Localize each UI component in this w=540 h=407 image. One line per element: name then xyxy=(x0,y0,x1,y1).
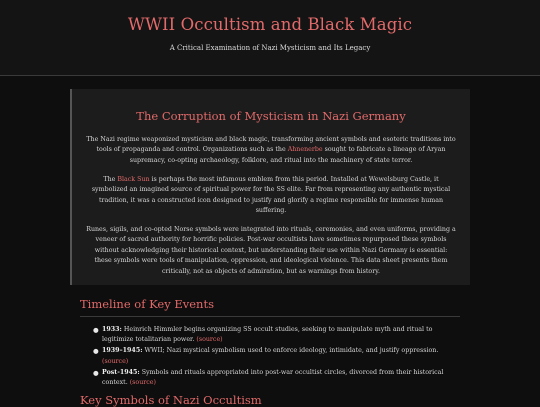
timeline-divider xyxy=(80,316,460,317)
bullet-icon: ● xyxy=(93,347,99,356)
intro-paragraph-3: Runes, sigils, and co-opted Norse symbols were integrated into rituals, ceremonies, and even uniforms, providing a veneer of sacred authority for horrific policies. Post-war occultists have sometimes repurposed these symbols without acknowledging their historical context, but understanding their use within Nazi Germany is essential: these symbols were tools of manipulation, oppression, and ideological violence. This data sheet presents them critically, not as objects of admiration, but as warnings from history. xyxy=(86,226,456,275)
intro-paragraph-1 xyxy=(86,135,456,166)
timeline-item-1939-1945 xyxy=(93,346,462,366)
symbols-heading: Key Symbols of Nazi Occultism xyxy=(80,393,262,407)
event-date: 1933: xyxy=(102,326,122,333)
intro-paragraph-2 xyxy=(86,175,456,217)
event-text: Heinrich Himmler begins organizing SS occult studies, seeking to manipulate myth and ritual to legitimize totalitarian power. xyxy=(102,326,433,344)
timeline-item-post-1945 xyxy=(93,368,462,388)
site-title: WWII Occultism and Black Magic xyxy=(127,15,413,34)
ahnenerbe-highlight: Ahnenerbe xyxy=(287,146,323,154)
site-subtitle: A Critical Examination of Nazi Mysticism and Its Legacy xyxy=(169,44,371,52)
event-text: Symbols and rituals appropriated into post-war occultist circles, divorced from their historical context. xyxy=(102,368,444,387)
intro-p2-text-after: is perhaps the most infamous emblem from this period. Installed at Wewelsburg Castle, it symbolized an imagined source of spiritual power for the SS elite. Far from representing any authentic mystical tradition, it was a constructed icon designed to justify and glorify a regime responsible for immense human suffering. xyxy=(91,176,451,215)
event-text: WWII; Nazi mystical symbolism used to enforce ideology, intimidate, and justify oppression. xyxy=(142,347,439,355)
intro-p1-text-after: sought to fabricate a lineage of Aryan supremacy, co-opting archaeology, folklore, and ritual into the machinery of state terror. xyxy=(129,146,446,164)
source-link[interactable]: (source) xyxy=(129,379,156,387)
intro-p2-text-before: The xyxy=(103,176,118,183)
event-date: 1939–1945: xyxy=(102,347,143,355)
intro-card xyxy=(70,89,470,285)
source-link[interactable]: (source) xyxy=(196,336,223,344)
timeline-heading: Timeline of Key Events xyxy=(80,297,214,311)
timeline-list xyxy=(93,325,462,388)
bullet-icon: ● xyxy=(93,326,99,334)
black-sun-highlight: Black Sun xyxy=(117,176,150,183)
event-date: Post-1945: xyxy=(102,368,140,376)
intro-p1-text-before: The Nazi regime weaponized mysticism and black magic, transforming ancient symbols and esoteric traditions into tools of propaganda and control. Organizations such as the xyxy=(86,136,456,154)
source-link[interactable]: (source) xyxy=(102,357,129,365)
timeline-item-1933 xyxy=(93,325,462,345)
intro-heading: The Corruption of Mysticism in Nazi Germany xyxy=(136,109,406,123)
site-header xyxy=(0,0,540,76)
bullet-icon: ● xyxy=(93,368,99,377)
